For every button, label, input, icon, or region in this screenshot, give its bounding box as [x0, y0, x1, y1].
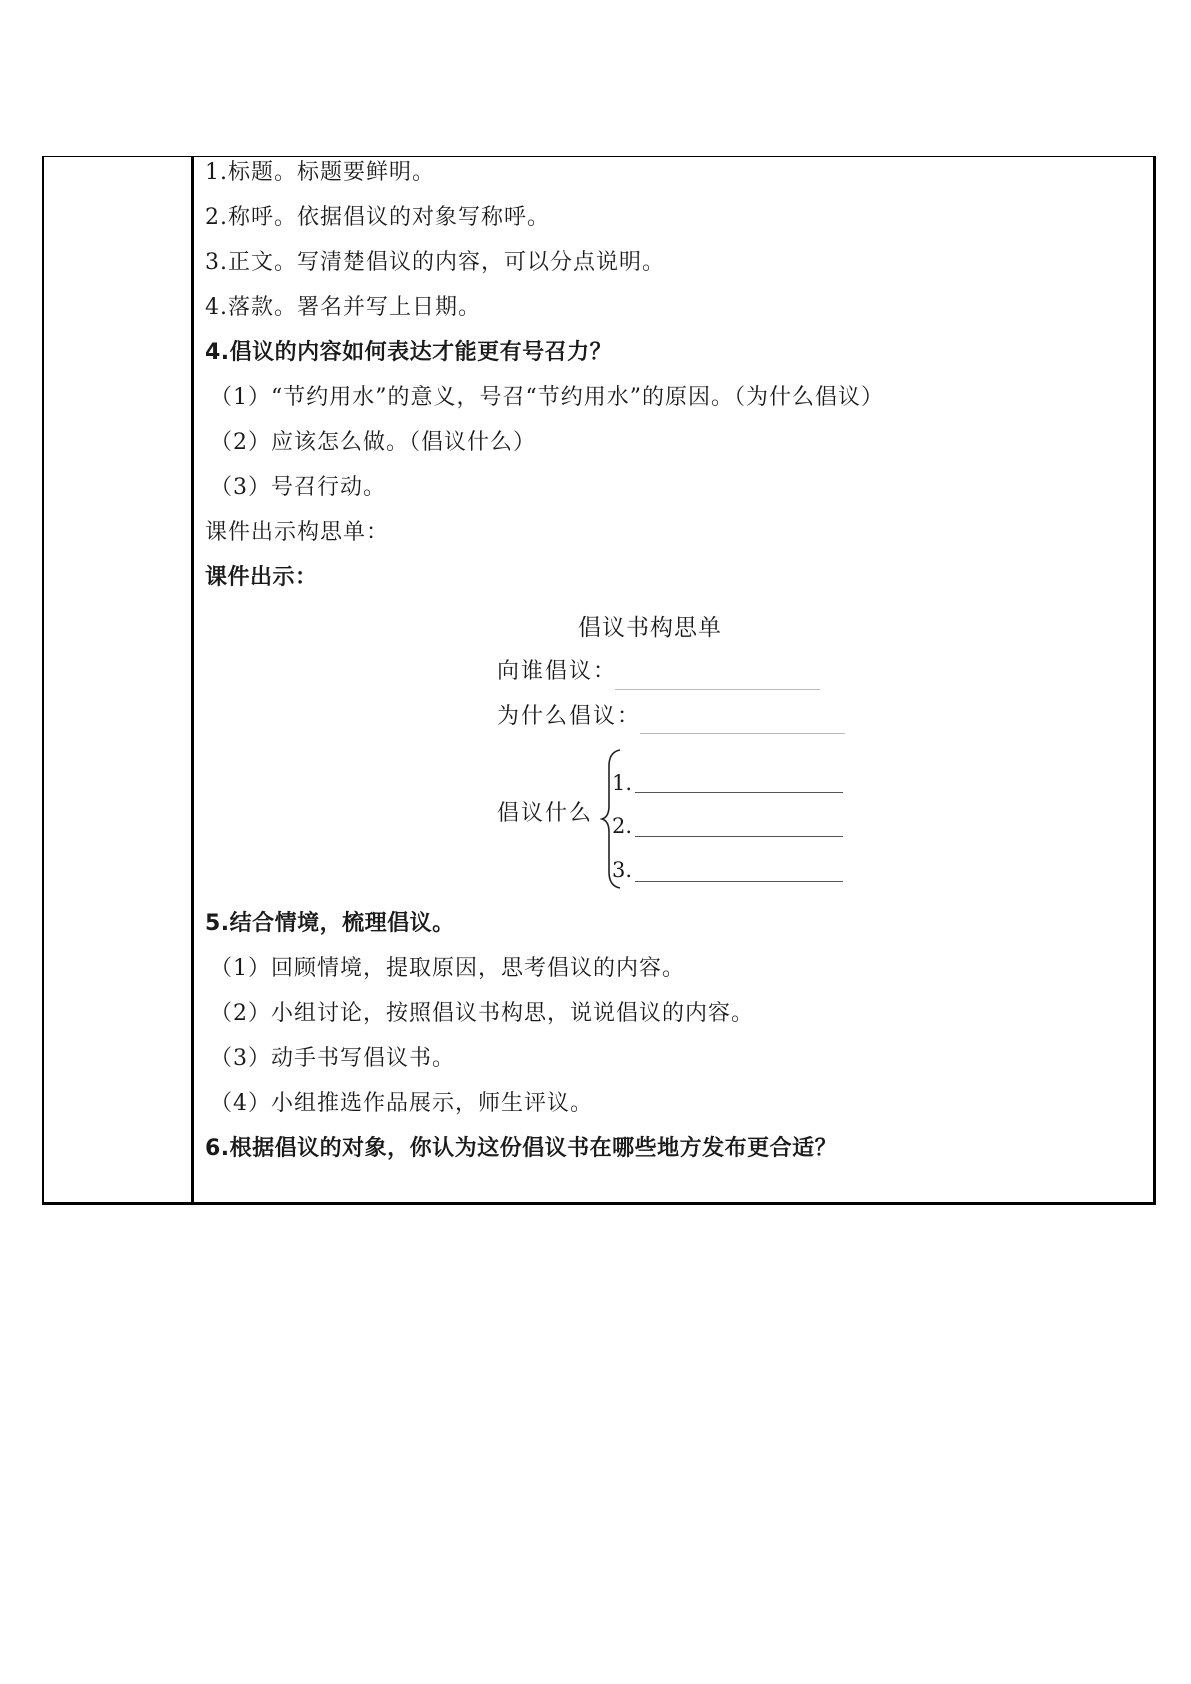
what-item-3-number: 3.: [612, 858, 633, 882]
section-5-point-4: （4）小组推选作品展示，师生评议。: [210, 1091, 593, 1116]
idea-sheet-title: 倡议书构思单: [578, 615, 722, 641]
what-item-3-blank[interactable]: [635, 881, 843, 882]
what-item-1-blank[interactable]: [635, 792, 843, 793]
to-whom-blank[interactable]: [615, 689, 820, 690]
what-item-1-number: 1.: [612, 771, 633, 795]
section-5-heading: 5.结合情境，梳理倡议。: [205, 911, 455, 936]
courseware-label: 课件出示：: [205, 565, 318, 590]
format-item-body: 3.正文。写清楚倡议的内容，可以分点说明。: [205, 250, 665, 275]
what-item-2-number: 2.: [612, 814, 633, 838]
format-item-signature: 4.落款。署名并写上日期。: [205, 295, 481, 320]
section-4-point-2: （2）应该怎么做。（倡议什么）: [210, 430, 536, 455]
section-4-heading: 4.倡议的内容如何表达才能更有号召力？: [205, 340, 613, 365]
section-4-point-1: （1）“节约用水”的意义，号召“节约用水”的原因。（为什么倡议）: [210, 385, 884, 410]
why-label: 为什么倡议：: [497, 704, 642, 729]
section-5-point-2: （2）小组讨论，按照倡议书构思，说说倡议的内容。: [210, 1001, 754, 1026]
what-label: 倡议什么: [497, 801, 594, 826]
courseware-note: 课件出示构思单：: [205, 520, 390, 545]
section-4-point-3: （3）号召行动。: [210, 475, 386, 500]
format-item-title: 1.标题。标题要鲜明。: [205, 160, 435, 185]
section-6-heading: 6.根据倡议的对象，你认为这份倡议书在哪些地方发布更合适？: [205, 1136, 838, 1161]
format-item-salutation: 2.称呼。依据倡议的对象写称呼。: [205, 205, 550, 230]
to-whom-label: 向谁倡议：: [497, 659, 618, 684]
section-5-point-3: （3）动手书写倡议书。: [210, 1046, 455, 1071]
section-5-point-1: （1）回顾情境，提取原因，思考倡议的内容。: [210, 956, 685, 981]
why-blank[interactable]: [640, 733, 845, 734]
table-column-divider: [191, 156, 194, 1205]
what-item-2-blank[interactable]: [635, 836, 843, 837]
